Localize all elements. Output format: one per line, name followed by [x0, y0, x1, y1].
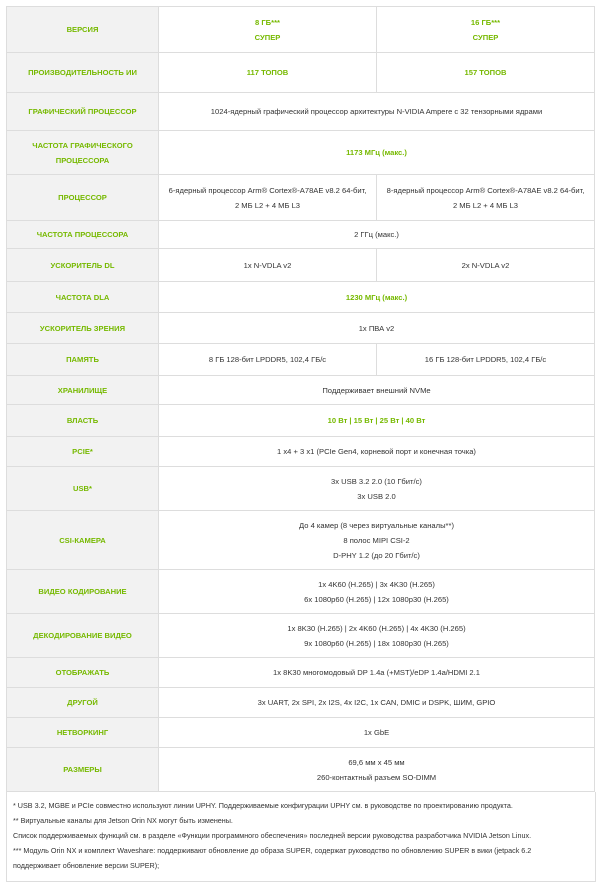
table-row [7, 658, 595, 688]
row-label-usb: USB* [7, 467, 159, 511]
table-row [7, 249, 595, 282]
table-row [7, 467, 595, 511]
table-row [7, 437, 595, 467]
row-label-decode: ДЕКОДИРОВАНИЕ ВИДЕО [7, 614, 159, 658]
csi-value: До 4 камер (8 через виртуальные каналы**) 8 полос MIPI CSI-2 D-PHY 1.2 (до 20 Гбит/с) [159, 511, 595, 570]
table-row [7, 282, 595, 313]
spec-table [6, 6, 595, 792]
ai-perf-8gb: 117 ТОПОВ [159, 53, 377, 93]
memory-8gb: 8 ГБ 128-бит LPDDR5, 102,4 ГБ/с [159, 344, 377, 376]
table-row [7, 344, 595, 376]
cpu-16gb: 8-ядерный процессор Arm® Cortex®-A78AE v8.2 64-бит, 2 МБ L2 + 4 МБ L3 [377, 175, 595, 221]
table-row [7, 570, 595, 614]
display-value: 1x 8K30 многомодовый DP 1.4a (+MST)/eDP 1.4a/HDMI 2.1 [159, 658, 595, 688]
version-16gb: 16 ГБ*** СУПЕР [377, 7, 595, 53]
memory-16gb: 16 ГБ 128-бит LPDDR5, 102,4 ГБ/с [377, 344, 595, 376]
usb-value: 3x USB 3.2 2.0 (10 Гбит/с) 3x USB 2.0 [159, 467, 595, 511]
table-row [7, 53, 595, 93]
row-label-size: РАЗМЕРЫ [7, 748, 159, 792]
table-row [7, 748, 595, 792]
row-label-display: ОТОБРАЖАТЬ [7, 658, 159, 688]
row-label-pcie: PCIE* [7, 437, 159, 467]
table-row [7, 93, 595, 131]
table-row [7, 131, 595, 175]
table-row [7, 405, 595, 437]
ai-perf-16gb: 157 ТОПОВ [377, 53, 595, 93]
vision-value: 1x ПВА v2 [159, 313, 595, 344]
cpu-freq-value: 2 ГГц (макс.) [159, 221, 595, 249]
power-value: 10 Вт | 15 Вт | 25 Вт | 40 Вт [159, 405, 595, 437]
row-label-power: ВЛАСТЬ [7, 405, 159, 437]
footnote: * USB 3.2, MGBE и PCIe совместно используют линии UPHY. Поддерживаемые конфигурации UPHY см. в руководстве по проектированию продукта. [13, 801, 513, 810]
spec-sheet [6, 6, 594, 882]
pcie-value: 1 x4 + 3 x1 (PCIe Gen4, корневой порт и конечная точка) [159, 437, 595, 467]
footnote: ** Виртуальные каналы для Jetson Orin NX могут быть изменены. [13, 816, 233, 825]
row-label-dla-freq: ЧАСТОТА DLA [7, 282, 159, 313]
table-row [7, 221, 595, 249]
row-label-cpu: ПРОЦЕССОР [7, 175, 159, 221]
row-label-vision: УСКОРИТЕЛЬ ЗРЕНИЯ [7, 313, 159, 344]
row-label-encode: ВИДЕО КОДИРОВАНИЕ [7, 570, 159, 614]
other-value: 3x UART, 2x SPI, 2x I2S, 4x I2C, 1x CAN, DMIC и DSPK, ШИМ, GPIO [159, 688, 595, 718]
gpu-value: 1024-ядерный графический процессор архитектуры N-VIDIA Ampere с 32 тензорными ядрами [159, 93, 595, 131]
row-label-gpu: ГРАФИЧЕСКИЙ ПРОЦЕССОР [7, 93, 159, 131]
footnote: поддерживает обновление версии SUPER); [13, 861, 160, 870]
dl-16gb: 2x N-VDLA v2 [377, 249, 595, 282]
row-label-storage: ХРАНИЛИЩЕ [7, 376, 159, 405]
footnote: Список поддерживаемых функций см. в разделе «Функции программного обеспечения» последней версии руководства разработчика NVIDIA Jetson Linux. [13, 831, 532, 840]
dl-8gb: 1x N-VDLA v2 [159, 249, 377, 282]
table-row [7, 313, 595, 344]
row-label-ai-perf: ПРОИЗВОДИТЕЛЬНОСТЬ ИИ [7, 53, 159, 93]
row-label-memory: ПАМЯТЬ [7, 344, 159, 376]
decode-value: 1x 8K30 (H.265) | 2x 4K60 (H.265) | 4x 4K30 (H.265) 9x 1080p60 (H.265) | 18x 1080p30 (H.265) [159, 614, 595, 658]
footnotes [6, 792, 596, 882]
network-value: 1x GbE [159, 718, 595, 748]
cpu-8gb: 6-ядерный процессор Arm® Cortex®-A78AE v8.2 64-бит, 2 МБ L2 + 4 МБ L3 [159, 175, 377, 221]
storage-value: Поддерживает внешний NVMe [159, 376, 595, 405]
row-label-version: ВЕРСИЯ [7, 7, 159, 53]
table-row [7, 718, 595, 748]
table-row [7, 511, 595, 570]
row-label-gpu-freq: ЧАСТОТА ГРАФИЧЕСКОГО ПРОЦЕССОРА [7, 131, 159, 175]
table-row [7, 7, 595, 53]
table-row [7, 376, 595, 405]
dla-freq-value: 1230 МГц (макс.) [159, 282, 595, 313]
version-8gb: 8 ГБ*** СУПЕР [159, 7, 377, 53]
row-label-network: НЕТВОРКИНГ [7, 718, 159, 748]
footnote: *** Модуль Orin NX и комплект Waveshare: поддерживают обновление до образа SUPER, содержат руководство по обновлению SUPER в вики (jetpack 6.2 [13, 846, 532, 855]
table-row [7, 614, 595, 658]
table-row [7, 688, 595, 718]
encode-value: 1x 4K60 (H.265) | 3x 4K30 (H.265) 6x 1080p60 (H.265) | 12x 1080p30 (H.265) [159, 570, 595, 614]
row-label-cpu-freq: ЧАСТОТА ПРОЦЕССОРА [7, 221, 159, 249]
size-value: 69,6 мм x 45 мм 260-контактный разъем SO-DIMM [159, 748, 595, 792]
gpu-freq-value: 1173 МГц (макс.) [159, 131, 595, 175]
row-label-csi: CSI-КАМЕРА [7, 511, 159, 570]
row-label-other: ДРУГОЙ [7, 688, 159, 718]
row-label-dl: УСКОРИТЕЛЬ DL [7, 249, 159, 282]
table-row [7, 175, 595, 221]
